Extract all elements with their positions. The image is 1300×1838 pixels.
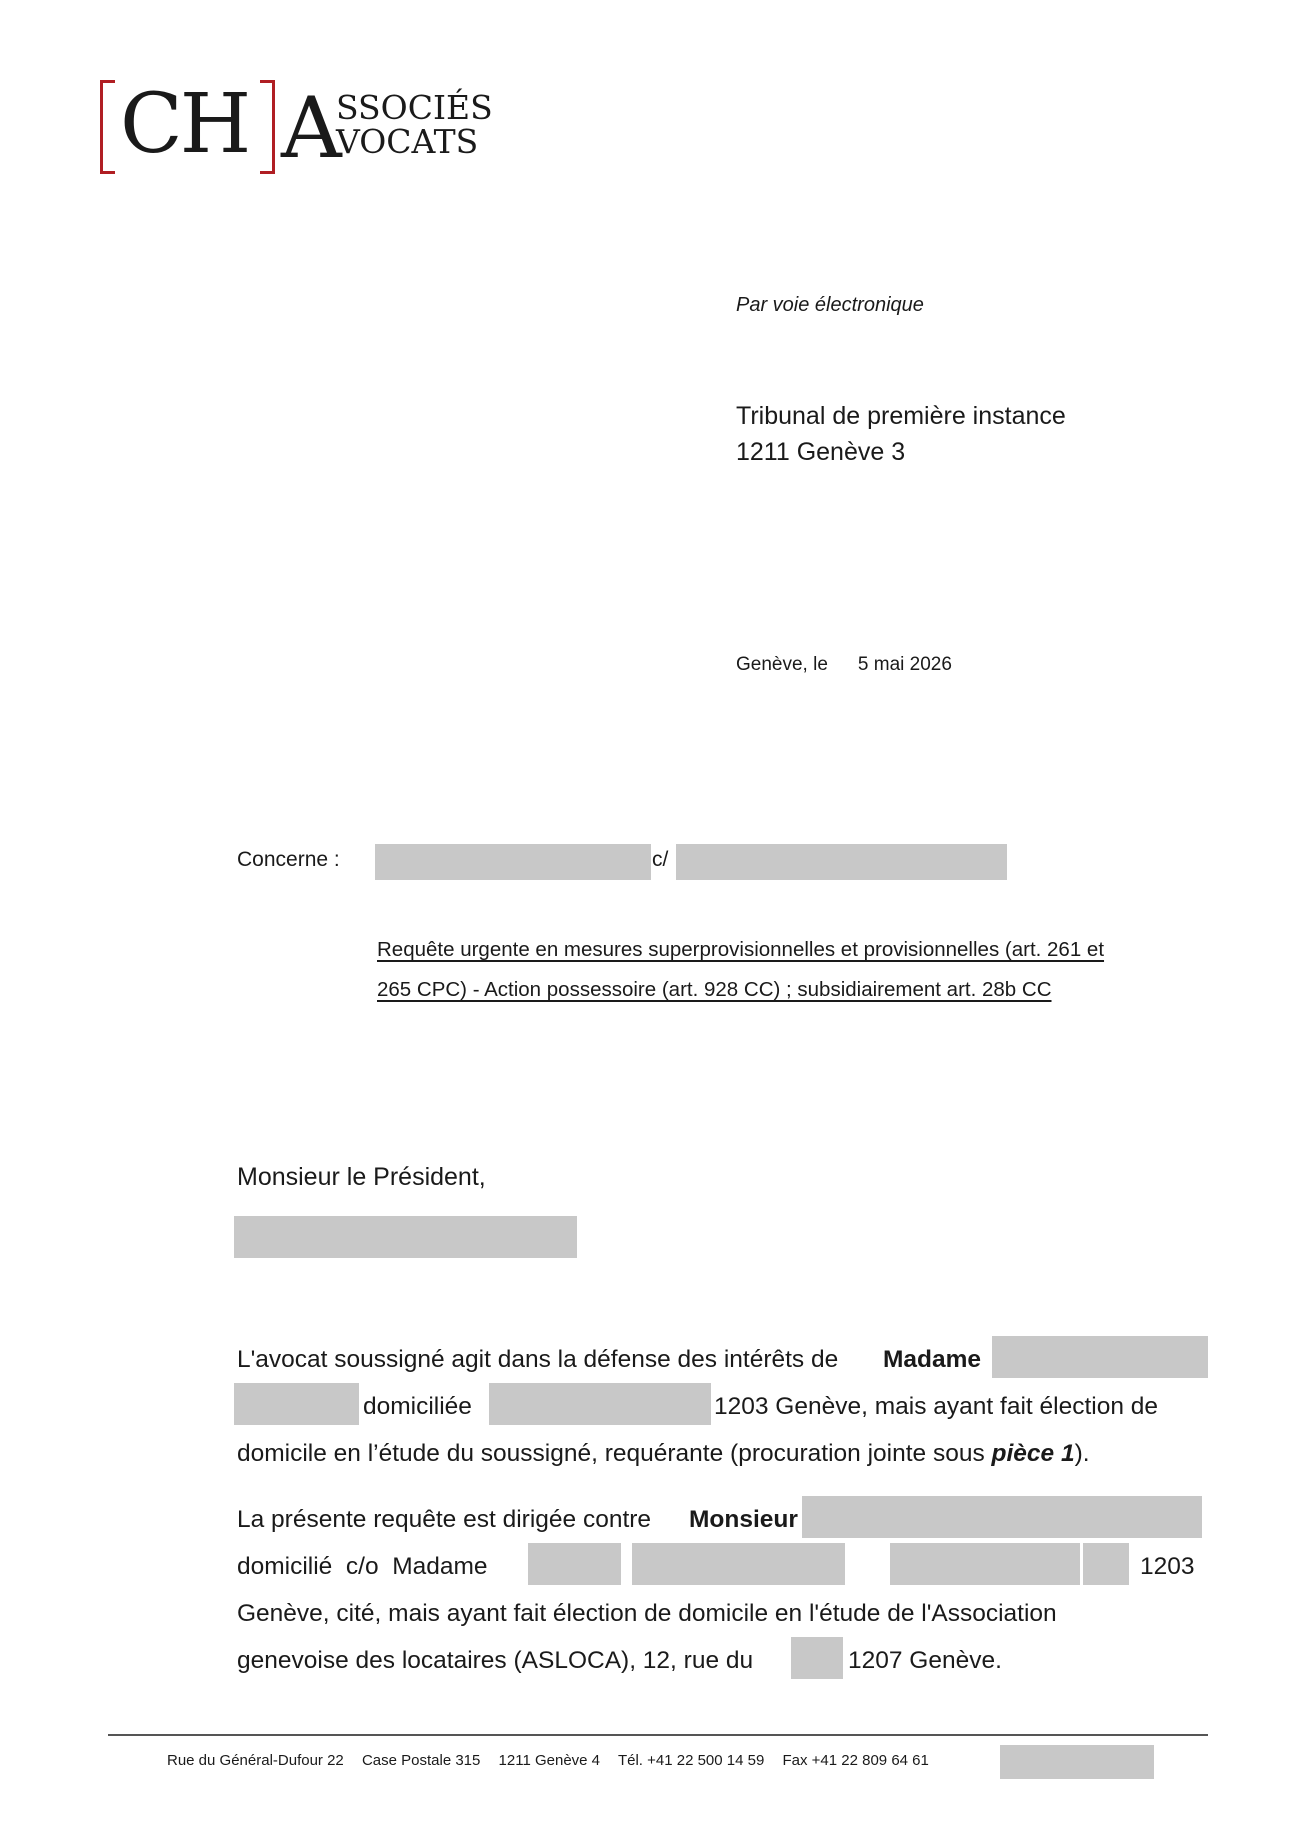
recipient-line-2: 1211 Genève 3 [736,438,906,466]
client-title: Madame [883,1346,982,1373]
subject-line-1: Requête urgente en mesures superprovisionnelles et provisionnelles (art. 261 et [377,938,1105,961]
logo-line-1: SSOCIÉS [336,88,493,127]
logo-line-2: VOCATS [336,122,479,161]
exhibit-reference: pièce 1 [991,1440,1075,1467]
paragraph-line [237,1543,1197,1590]
paragraph-text: genevoise des locataires (ASLOCA), 12, rue du [237,1647,754,1674]
paragraph-text: L'avocat soussigné agit dans la défense des intérêts de [237,1346,839,1373]
paragraph-line [237,1590,1197,1637]
paragraph-text: Genève, cité, mais ayant fait élection de domicile en l'étude de l'Association [237,1600,1057,1627]
paragraph-line [237,1383,1197,1430]
redacted-block [791,1637,843,1679]
paragraph-text: domiciliée [363,1393,472,1420]
logo-big-letter: A [281,79,342,177]
footer-address: Rue du Général-Dufour 22 [167,1752,344,1769]
subject-line-2: 265 CPC) - Action possessoire (art. 928 CC) ; subsidiairement art. 28b CC [377,978,1052,1001]
paragraph-text: ). [1074,1440,1090,1467]
paragraph-line [237,1637,1197,1684]
paragraph-defendant [237,1496,1197,1684]
footer-city: 1211 Genève 4 [498,1752,601,1769]
footer-fax: Fax +41 22 809 64 61 [782,1752,929,1769]
logo-initials: CH [120,77,249,172]
recipient-line-1: Tribunal de première instance [736,402,1066,430]
redacted-block [528,1543,621,1585]
redacted-block [632,1543,845,1585]
paragraph-text: 1203 Genève, mais ayant fait élection de [714,1393,1159,1420]
redacted-block [1083,1543,1129,1585]
logo-left-bracket [100,80,115,174]
paragraph-text: 1203 [1140,1553,1195,1580]
redacted-block [489,1383,711,1425]
letterhead-footer [167,1752,943,1769]
footer-postbox: Case Postale 315 [361,1752,481,1769]
subject-heading [377,930,1177,1010]
redacted-block [234,1383,359,1425]
footer-divider [108,1734,1208,1736]
firm-logo [100,77,493,177]
concerne-line [237,844,1017,880]
paragraph-text: 1207 Genève. [848,1647,1002,1674]
redacted-block [992,1336,1208,1378]
redacted-block [1000,1745,1154,1779]
delivery-method: Par voie électronique [736,294,924,316]
salutation: Monsieur le Président, [237,1163,486,1191]
defendant-title: Monsieur [689,1506,798,1533]
paragraph-line [237,1496,1197,1543]
date-place: Genève, le [736,654,828,675]
date-line [736,654,952,676]
redacted-block [802,1496,1202,1538]
recipient-address [736,398,1066,470]
redacted-block [890,1543,1080,1585]
versus-label: c/ [652,848,669,871]
paragraph-client [237,1336,1197,1477]
paragraph-text: La présente requête est dirigée contre [237,1506,652,1533]
paragraph-line [237,1430,1197,1477]
date-value: 5 mai 2026 [857,654,952,675]
logo-right-bracket [260,80,275,174]
concerne-label: Concerne : [237,848,340,871]
redacted-block [375,844,651,880]
redacted-block [234,1216,577,1258]
redacted-block [676,844,1007,880]
paragraph-line [237,1336,1197,1383]
footer-phone: Tél. +41 22 500 14 59 [617,1752,765,1769]
paragraph-text: domicile en l’étude du soussigné, requérante (procuration jointe sous [237,1440,985,1467]
paragraph-text: domicilié c/o Madame [237,1553,488,1580]
